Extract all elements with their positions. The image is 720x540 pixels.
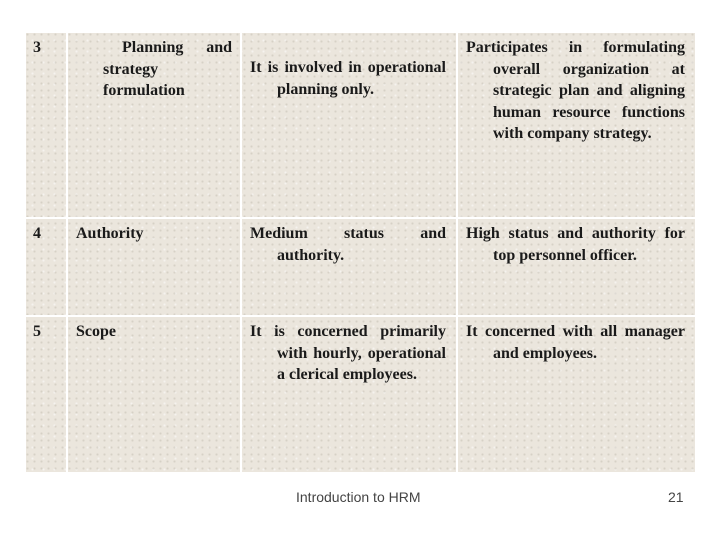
personnel-management-cell bbox=[241, 218, 457, 316]
aspect-cell bbox=[67, 32, 241, 218]
personnel-management-cell bbox=[241, 32, 457, 218]
footer-title: Introduction to HRM bbox=[296, 489, 421, 505]
hrm-cell bbox=[457, 218, 696, 316]
hrm-text: Participates in formulating overall organization at strategic plan and aligning human resource functions with company strategy. bbox=[466, 39, 685, 142]
row-number: 5 bbox=[25, 316, 67, 503]
table-row bbox=[25, 218, 696, 316]
table-row bbox=[25, 32, 696, 218]
personnel-management-text: It is concerned primarily with hourly, operational a clerical employees. bbox=[250, 323, 446, 383]
personnel-management-text: Medium status and authority. bbox=[250, 225, 446, 264]
personnel-management-text: It is involved in operational planning only. bbox=[250, 59, 446, 98]
table-row bbox=[25, 316, 696, 503]
aspect-cell bbox=[67, 316, 241, 503]
hrm-text: High status and authority for top personnel officer. bbox=[466, 225, 685, 264]
aspect-label: Scope bbox=[76, 323, 116, 340]
aspect-label: Planning and strategy formulation bbox=[103, 39, 232, 99]
hrm-text: It concerned with all manager and employees. bbox=[466, 323, 685, 362]
aspect-cell bbox=[67, 218, 241, 316]
row-number: 3 bbox=[25, 32, 67, 218]
comparison-table bbox=[24, 31, 695, 472]
page-number: 21 bbox=[668, 489, 684, 505]
aspect-label: Authority bbox=[76, 225, 144, 242]
hrm-cell bbox=[457, 32, 696, 218]
personnel-management-cell bbox=[241, 316, 457, 503]
hrm-cell bbox=[457, 316, 696, 503]
row-number: 4 bbox=[25, 218, 67, 316]
